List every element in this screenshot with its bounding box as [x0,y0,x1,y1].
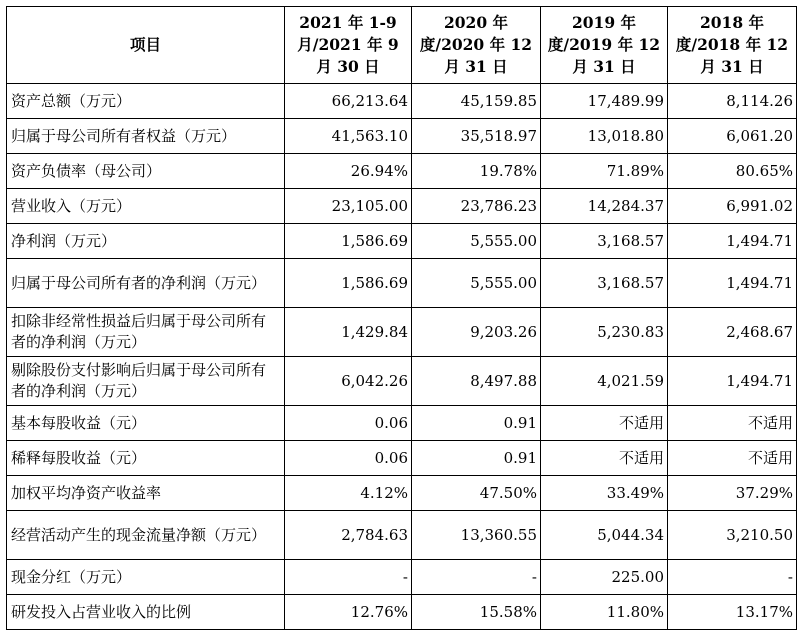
table-row [7,511,797,560]
cell-2021: 1,429.84 [285,308,412,357]
table-row [7,308,797,357]
row-label: 稀释每股收益（元） [7,441,285,476]
cell-2018: 1,494.71 [668,357,797,406]
cell-2018: 37.29% [668,476,797,511]
cell-2021: 1,586.69 [285,224,412,259]
row-label: 现金分红（万元） [7,560,285,595]
header-row [7,7,797,84]
header-2019: 2019 年度/2019 年 12 月 31 日 [541,7,668,84]
cell-2018: 13.17% [668,595,797,630]
cell-2019: 71.89% [541,154,668,189]
row-label: 扣除非经常性损益后归属于母公司所有者的净利润（万元） [7,308,285,357]
row-label: 归属于母公司所有者的净利润（万元） [7,259,285,308]
cell-2018: 不适用 [668,406,797,441]
financial-data-table [6,6,797,630]
row-label: 剔除股份支付影响后归属于母公司所有者的净利润（万元） [7,357,285,406]
row-label: 归属于母公司所有者权益（万元） [7,119,285,154]
cell-2021: 2,784.63 [285,511,412,560]
cell-2020: 35,518.97 [412,119,541,154]
table-row [7,259,797,308]
row-label: 资产总额（万元） [7,84,285,119]
row-label: 经营活动产生的现金流量净额（万元） [7,511,285,560]
cell-2019: 4,021.59 [541,357,668,406]
cell-2019: 5,230.83 [541,308,668,357]
cell-2018: 80.65% [668,154,797,189]
cell-2019: 17,489.99 [541,84,668,119]
cell-2019: 33.49% [541,476,668,511]
row-label: 营业收入（万元） [7,189,285,224]
row-label: 研发投入占营业收入的比例 [7,595,285,630]
cell-2021: 6,042.26 [285,357,412,406]
cell-2019: 225.00 [541,560,668,595]
header-2020: 2020 年度/2020 年 12 月 31 日 [412,7,541,84]
cell-2020: 15.58% [412,595,541,630]
cell-2021: 41,563.10 [285,119,412,154]
cell-2020: 13,360.55 [412,511,541,560]
cell-2020: 47.50% [412,476,541,511]
cell-2020: 9,203.26 [412,308,541,357]
cell-2021: 66,213.64 [285,84,412,119]
cell-2018: 1,494.71 [668,259,797,308]
cell-2019: 3,168.57 [541,224,668,259]
cell-2020: 23,786.23 [412,189,541,224]
cell-2018: 3,210.50 [668,511,797,560]
cell-2018: 不适用 [668,441,797,476]
cell-2019: 不适用 [541,406,668,441]
cell-2021: 12.76% [285,595,412,630]
cell-2021: 0.06 [285,441,412,476]
cell-2020: 45,159.85 [412,84,541,119]
cell-2018: 8,114.26 [668,84,797,119]
cell-2018: 1,494.71 [668,224,797,259]
table-row [7,154,797,189]
cell-2021: 23,105.00 [285,189,412,224]
cell-2020: 5,555.00 [412,224,541,259]
cell-2020: 0.91 [412,406,541,441]
table-row [7,119,797,154]
cell-2019: 5,044.34 [541,511,668,560]
cell-2020: - [412,560,541,595]
cell-2018: 6,061.20 [668,119,797,154]
table-row [7,595,797,630]
table-row [7,560,797,595]
row-label: 净利润（万元） [7,224,285,259]
row-label: 基本每股收益（元） [7,406,285,441]
header-item: 项目 [7,7,285,84]
cell-2019: 3,168.57 [541,259,668,308]
cell-2018: - [668,560,797,595]
cell-2020: 5,555.00 [412,259,541,308]
cell-2018: 6,991.02 [668,189,797,224]
cell-2021: - [285,560,412,595]
cell-2019: 14,284.37 [541,189,668,224]
table-row [7,406,797,441]
cell-2019: 不适用 [541,441,668,476]
header-2018: 2018 年度/2018 年 12 月 31 日 [668,7,797,84]
header-2021: 2021 年 1-9 月/2021 年 9 月 30 日 [285,7,412,84]
table-row [7,441,797,476]
cell-2021: 26.94% [285,154,412,189]
cell-2020: 0.91 [412,441,541,476]
table-row [7,84,797,119]
cell-2020: 8,497.88 [412,357,541,406]
cell-2021: 1,586.69 [285,259,412,308]
cell-2018: 2,468.67 [668,308,797,357]
table-row [7,189,797,224]
cell-2021: 0.06 [285,406,412,441]
row-label: 资产负债率（母公司） [7,154,285,189]
cell-2021: 4.12% [285,476,412,511]
table-row [7,357,797,406]
cell-2019: 11.80% [541,595,668,630]
row-label: 加权平均净资产收益率 [7,476,285,511]
table-row [7,476,797,511]
cell-2019: 13,018.80 [541,119,668,154]
table-row [7,224,797,259]
cell-2020: 19.78% [412,154,541,189]
